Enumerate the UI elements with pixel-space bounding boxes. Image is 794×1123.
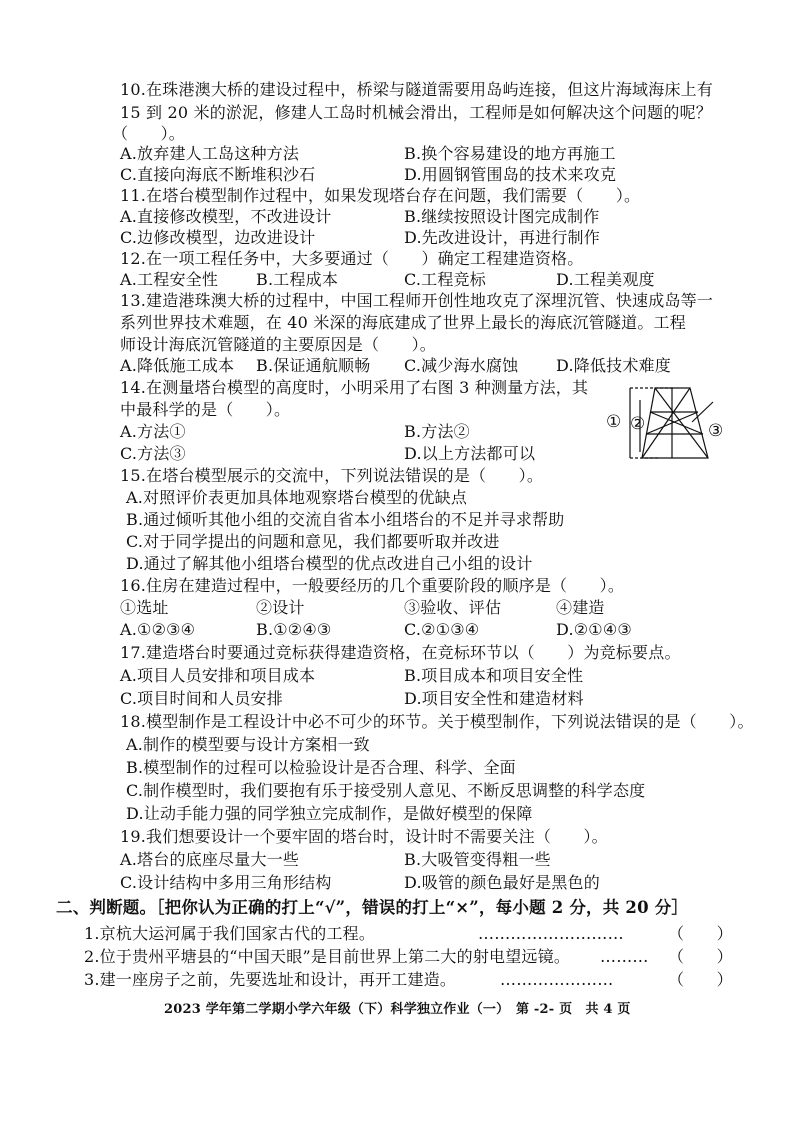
tf-item-2-text: 2.位于贵州平塘县的“中国天眼”是目前世界上第二大的射电望远镜。 xyxy=(84,947,571,966)
question-15-option-c: C.对于同学提出的问题和意见，我们都要听取并改进 xyxy=(126,532,500,551)
question-10-stem-line-1: 10.在珠港澳大桥的建设过程中，桥梁与隧道需要用岛屿连接，但这片海域海床上有 xyxy=(120,80,714,99)
question-17-option-c: C.项目时间和人员安排 xyxy=(120,689,283,708)
question-12-option-d: D.工程美观度 xyxy=(556,270,655,289)
question-11-option-d: D.先改进设计，再进行制作 xyxy=(404,228,600,247)
question-17-option-b: B.项目成本和项目安全性 xyxy=(404,666,584,685)
question-15-option-a: A.对照评价表更加具体地观察塔台模型的优缺点 xyxy=(126,488,468,507)
question-14-option-c: C.方法③ xyxy=(120,444,186,463)
tf-item-2-leader: ……… xyxy=(600,947,649,966)
tower-measurement-figure xyxy=(600,382,730,462)
question-13-option-a: A.降低施工成本 xyxy=(120,356,235,375)
method-1-label: ① xyxy=(606,412,622,432)
question-13-stem-line-1: 13.建造港珠澳大桥的过程中，中国工程师开创性地攻克了深埋沉管、快速成岛等一 xyxy=(120,291,714,310)
page-footer: 2023 学年第二学期小学六年级（下）科学独立作业（一） 第 -2- 页 共 4 页 xyxy=(164,1002,631,1017)
question-14-stem-line-1: 14.在测量塔台模型的高度时，小明采用了右图 3 种测量方法，其 xyxy=(120,378,589,397)
question-14-option-a: A.方法① xyxy=(120,422,186,441)
question-10-option-a: A.放弃建人工岛这种方法 xyxy=(120,144,300,163)
question-14-option-b: B.方法② xyxy=(404,422,470,441)
question-10-answer-blank: （ ）。 xyxy=(112,124,186,143)
question-18-option-d: D.让动手能力强的同学独立完成制作，是做好模型的保障 xyxy=(126,804,533,823)
method-3-label: ③ xyxy=(708,421,724,441)
question-18-option-b: B.模型制作的过程可以检验设计是否合理、科学、全面 xyxy=(126,758,516,777)
question-19-option-c: C.设计结构中多用三角形结构 xyxy=(120,873,332,892)
question-18-stem: 18.模型制作是工程设计中必不可少的环节。关于模型制作，下列说法错误的是（ ）。 xyxy=(120,712,754,731)
question-10-stem-line-2: 15 到 20 米的淤泥，修建人工岛时机械会滑出，工程师是如何解决这个问题的呢？ xyxy=(120,103,712,122)
question-17-option-d: D.项目安全性和建造材料 xyxy=(404,689,584,708)
question-15-stem: 15.在塔台模型展示的交流中，下列说法错误的是（ ）。 xyxy=(120,466,544,485)
question-17-option-a: A.项目人员安排和项目成本 xyxy=(120,666,316,685)
question-10-option-c: C.直接向海底不断堆积沙石 xyxy=(120,165,316,184)
tf-item-1-leader: ……………………… xyxy=(478,924,624,943)
question-12-stem: 12.在一项工程任务中，大多要通过（ ）确定工程建造资格。 xyxy=(120,249,584,268)
question-16-step-1: ①选址 xyxy=(120,598,169,617)
tf-item-3-answer-blank: （ ） xyxy=(668,970,733,989)
question-19-option-a: A.塔台的底座尽量大一些 xyxy=(120,850,300,869)
question-15-option-b: B.通过倾听其他小组的交流自省本小组塔台的不足并寻求帮助 xyxy=(126,510,565,529)
question-16-option-b: B.①②④③ xyxy=(256,620,332,639)
question-13-option-b: B.保证通航顺畅 xyxy=(256,356,371,375)
tf-item-1-answer-blank: （ ） xyxy=(668,924,733,943)
question-15-option-d: D.通过了解其他小组塔台模型的优点改进自己小组的设计 xyxy=(126,554,533,573)
question-10-option-b: B.换个容易建设的地方再施工 xyxy=(404,144,616,163)
question-11-option-a: A.直接修改模型，不改进设计 xyxy=(120,207,332,226)
question-16-stem: 16.住房在建造过程中，一般要经历的几个重要阶段的顺序是（ ）。 xyxy=(120,576,625,595)
question-16-option-d: D.②①④③ xyxy=(556,620,632,639)
question-14-option-d: D.以上方法都可以 xyxy=(404,444,536,463)
question-17-stem: 17.建造塔台时要通过竞标获得建造资格，在竞标环节以（ ）为竞标要点。 xyxy=(120,643,681,662)
tf-item-3-leader: ………………… xyxy=(500,970,614,989)
tf-item-2-answer-blank: （ ） xyxy=(668,947,733,966)
question-16-option-c: C.②①③④ xyxy=(404,620,480,639)
question-11-option-b: B.继续按照设计图完成制作 xyxy=(404,207,600,226)
question-16-step-2: ②设计 xyxy=(256,598,305,617)
section-2-title: 二、判断题。［把你认为正确的打上“√”，错误的打上“×”，每小题 2 分，共 20 分］ xyxy=(56,898,689,917)
tf-item-3-text: 3.建一座房子之前，先要选址和设计，再开工建造。 xyxy=(84,970,457,989)
question-16-option-a: A.①②③④ xyxy=(120,620,196,639)
question-12-option-c: C.工程竞标 xyxy=(404,270,486,289)
question-11-stem: 11.在塔台模型制作过程中，如果发现塔台存在问题，我们需要（ ）。 xyxy=(120,186,641,205)
question-19-option-b: B.大吸管变得粗一些 xyxy=(404,850,551,869)
question-14-stem-line-2: 中最科学的是（ ）。 xyxy=(120,400,291,419)
question-13-option-d: D.降低技术难度 xyxy=(556,356,671,375)
question-12-option-a: A.工程安全性 xyxy=(120,270,219,289)
question-13-stem-line-2: 系列世界技术难题，在 40 米深的海底建成了世界上最长的海底沉管隧道。工程 xyxy=(120,313,686,332)
question-18-option-a: A.制作的模型要与设计方案相一致 xyxy=(126,735,370,754)
question-13-option-c: C.减少海水腐蚀 xyxy=(404,356,519,375)
question-13-stem-line-3: 师设计海底沉管隧道的主要原因是（ ）。 xyxy=(120,335,437,354)
question-16-step-3: ③验收、评估 xyxy=(404,598,502,617)
tf-item-1-text: 1.京杭大运河属于我们国家古代的工程。 xyxy=(84,924,376,943)
question-16-step-4: ④建造 xyxy=(556,598,605,617)
question-19-option-d: D.吸管的颜色最好是黑色的 xyxy=(404,873,600,892)
method-2-label: ② xyxy=(630,414,646,434)
question-10-option-d: D.用圆钢管围岛的技术来攻克 xyxy=(404,165,617,184)
question-11-option-c: C.边修改模型，边改进设计 xyxy=(120,228,316,247)
question-19-stem: 19.我们想要设计一个要牢固的塔台时，设计时不需要关注（ ）。 xyxy=(120,827,608,846)
question-18-option-c: C.制作模型时，我们要抱有乐于接受别人意见、不断反思调整的科学态度 xyxy=(126,781,646,800)
question-12-option-b: B.工程成本 xyxy=(256,270,339,289)
